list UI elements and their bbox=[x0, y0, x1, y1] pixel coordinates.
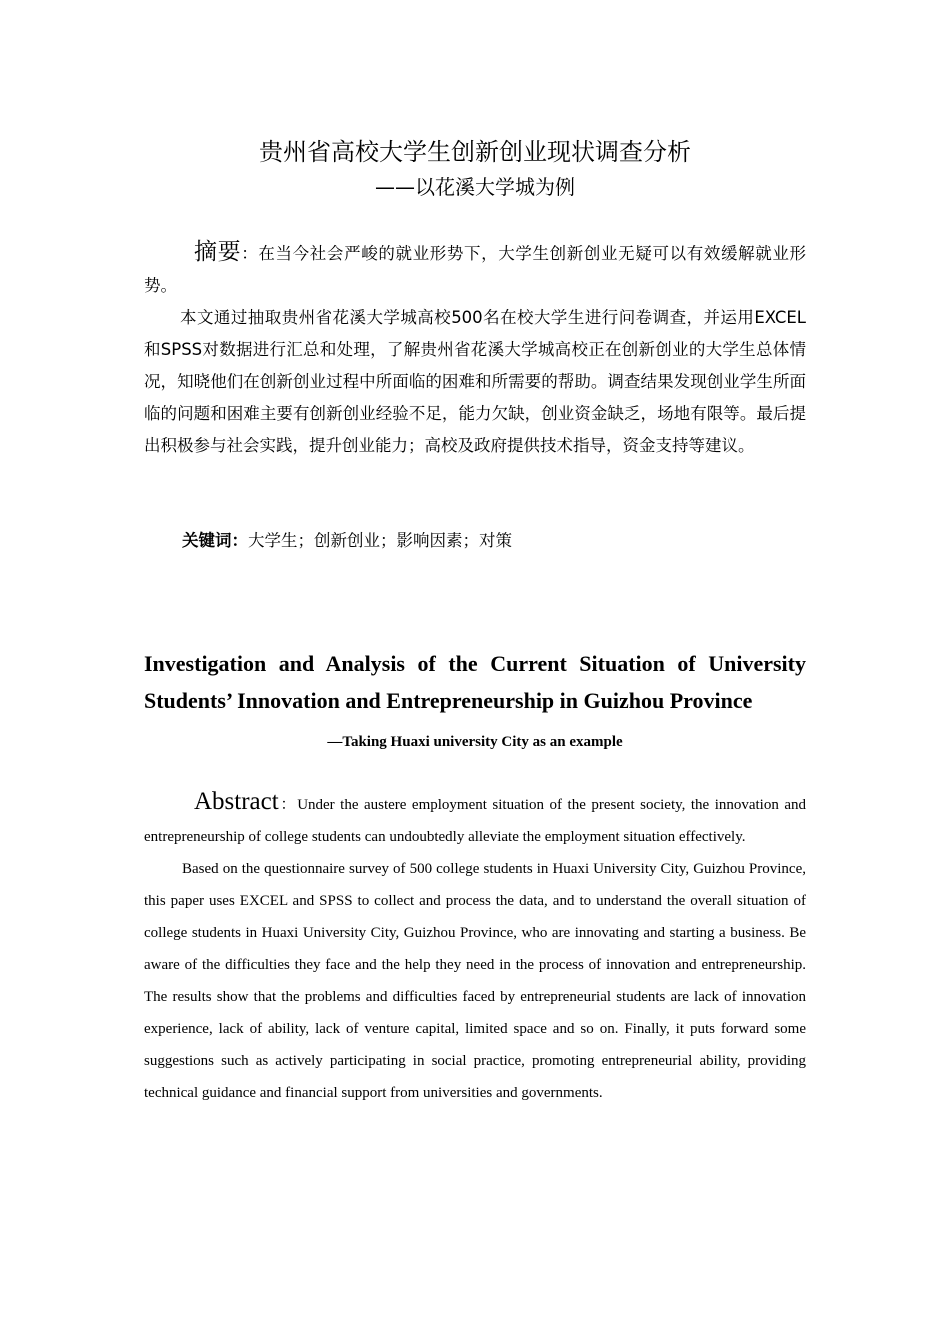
chinese-title: 贵州省高校大学生创新创业现状调查分析 bbox=[259, 138, 691, 166]
keywords-label: 关键词： bbox=[182, 531, 248, 550]
english-title-line-1: Investigation and Analysis of the Current Situation of University bbox=[144, 651, 806, 676]
english-title-line-2: Students’ Innovation and Entrepreneurship in Guizhou Province bbox=[144, 688, 753, 713]
chinese-abstract-paragraph-2: 本文通过抽取贵州省花溪大学城高校500名在校大学生进行问卷调查，并运用EXCEL和SPSS对数据进行汇总和处理，了解贵州省花溪大学城高校正在创新创业的大学生总体情况，知晓他们在创新创业过程中所面临的困难和所需要的帮助。调查结果发现创业学生所面临的问题和困难主要有创新创业经验不足，能力欠缺，创业资金缺乏，场地有限等。最后提出积极参与社会实践，提升创业能力；高校及政府提供技术指导，资金支持等建议。 bbox=[144, 308, 806, 455]
chinese-keywords bbox=[144, 525, 844, 557]
english-subtitle: —Taking Huaxi university City as an example bbox=[327, 734, 623, 750]
english-abstract-colon: ： bbox=[278, 797, 298, 813]
chinese-abstract bbox=[144, 236, 806, 462]
chinese-abstract-label: 摘要 bbox=[194, 239, 242, 265]
english-abstract-paragraph-2: Based on the questionnaire survey of 500 college students in Huaxi University City, Guizhou Province, this paper uses EXCEL and SPSS to collect and process the data, and to understand the overall situation of college students in Huaxi University City, Guizhou Province, who are innovating and starting a business. Be aware of the difficulties they face and the help they need in the process of innovation and entrepreneurship. The results show that the problems and difficulties faced by entrepreneurial students are lack of innovation experience, lack of ability, lack of venture capital, limited space and so on. Finally, it puts forward some suggestions such as actively participating in social practice, promoting entrepreneurial ability, providing technical guidance and financial support from universities and governments. bbox=[144, 861, 806, 1101]
english-abstract-text-1: Under the austere employment situation of the present society, the innovation and entrepreneurship of college students can undoubtedly alleviate the employment situation effectively. bbox=[144, 797, 806, 845]
chinese-abstract-colon: ： bbox=[241, 244, 259, 263]
english-abstract-paragraph-1 bbox=[144, 786, 806, 853]
english-abstract bbox=[144, 786, 806, 1109]
keywords-list: 大学生；创新创业；影响因素；对策 bbox=[248, 531, 512, 550]
chinese-subtitle: ——以花溪大学城为例 bbox=[375, 175, 575, 199]
chinese-abstract-paragraph-1 bbox=[144, 236, 806, 302]
english-title bbox=[144, 645, 806, 719]
english-abstract-label: Abstract bbox=[194, 788, 279, 815]
chinese-abstract-text-1: 在当今社会严峻的就业形势下，大学生创新创业无疑可以有效缓解就业形势。 bbox=[144, 244, 807, 295]
